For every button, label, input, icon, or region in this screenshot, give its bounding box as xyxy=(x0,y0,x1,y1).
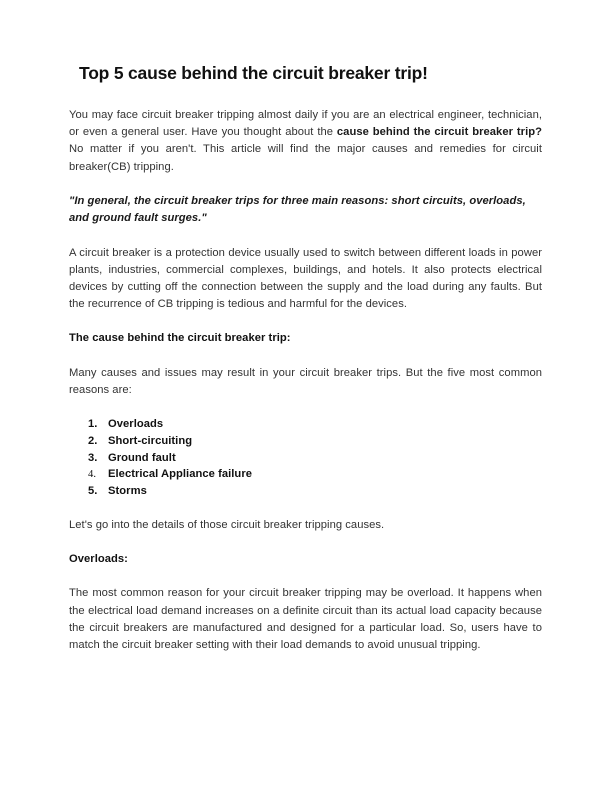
list-item xyxy=(69,433,542,450)
list-item xyxy=(69,416,542,433)
list-lead-in-paragraph: Many causes and issues may result in your circuit breaker trips. But the five most common reasons are: xyxy=(69,366,542,396)
cause-list xyxy=(69,416,542,500)
list-item xyxy=(69,450,542,467)
list-item-label: Storms xyxy=(108,485,147,498)
list-item-label: Ground fault xyxy=(108,451,176,464)
intro-paragraph xyxy=(69,107,542,176)
list-item-label: Electrical Appliance failure xyxy=(108,468,252,481)
intro-text-lead: You may face circuit breaker tripping almost daily if you are an electrical engineer, technician, or even a general user. Have you thought about the xyxy=(69,109,542,139)
list-item-marker: 4. xyxy=(88,468,97,480)
list-item-marker: 1. xyxy=(88,418,98,431)
overloads-paragraph: The most common reason for your circuit breaker tripping may be overload. It happens when the electrical load demand increases on a definite circuit than its actual load capacity because the circuit breakers are manufactured and designed for a particular load. So, users have to match the circuit breaker setting with their load demands to avoid unusual tripping. xyxy=(69,587,542,652)
pull-quote: "In general, the circuit breaker trips for three main reasons: short circuits, overloads, and ground fault surges." xyxy=(69,194,526,225)
page-title: Top 5 cause behind the circuit breaker trip! xyxy=(79,63,428,83)
intro-text-emphasis: cause behind the circuit breaker trip? xyxy=(336,126,542,139)
document-content xyxy=(69,62,542,654)
cause-section-heading: The cause behind the circuit breaker trip: xyxy=(69,332,291,345)
list-item-label: Short-circuiting xyxy=(108,434,193,447)
list-item-marker: 5. xyxy=(88,485,98,498)
definition-paragraph: A circuit breaker is a protection device usually used to switch between different loads in power plants, industries, commercial complexes, buildings, and hotels. It also protects electrical devices by cutting off the connection between the supply and the load during any faults. But the recurrence of CB tripping is tedious and harmful for the devices. xyxy=(69,246,542,311)
list-item xyxy=(69,466,542,483)
list-item-marker: 3. xyxy=(88,451,98,464)
intro-text-tail: No matter if you aren't. This article will find the major causes and remedies for circuit breaker(CB) tripping. xyxy=(69,143,542,173)
list-item-label: Overloads xyxy=(108,418,164,431)
overloads-section-heading: Overloads: xyxy=(69,553,128,566)
list-item xyxy=(69,483,542,500)
transition-paragraph: Let's go into the details of those circuit breaker tripping causes. xyxy=(69,519,385,532)
list-item-marker: 2. xyxy=(88,434,98,447)
